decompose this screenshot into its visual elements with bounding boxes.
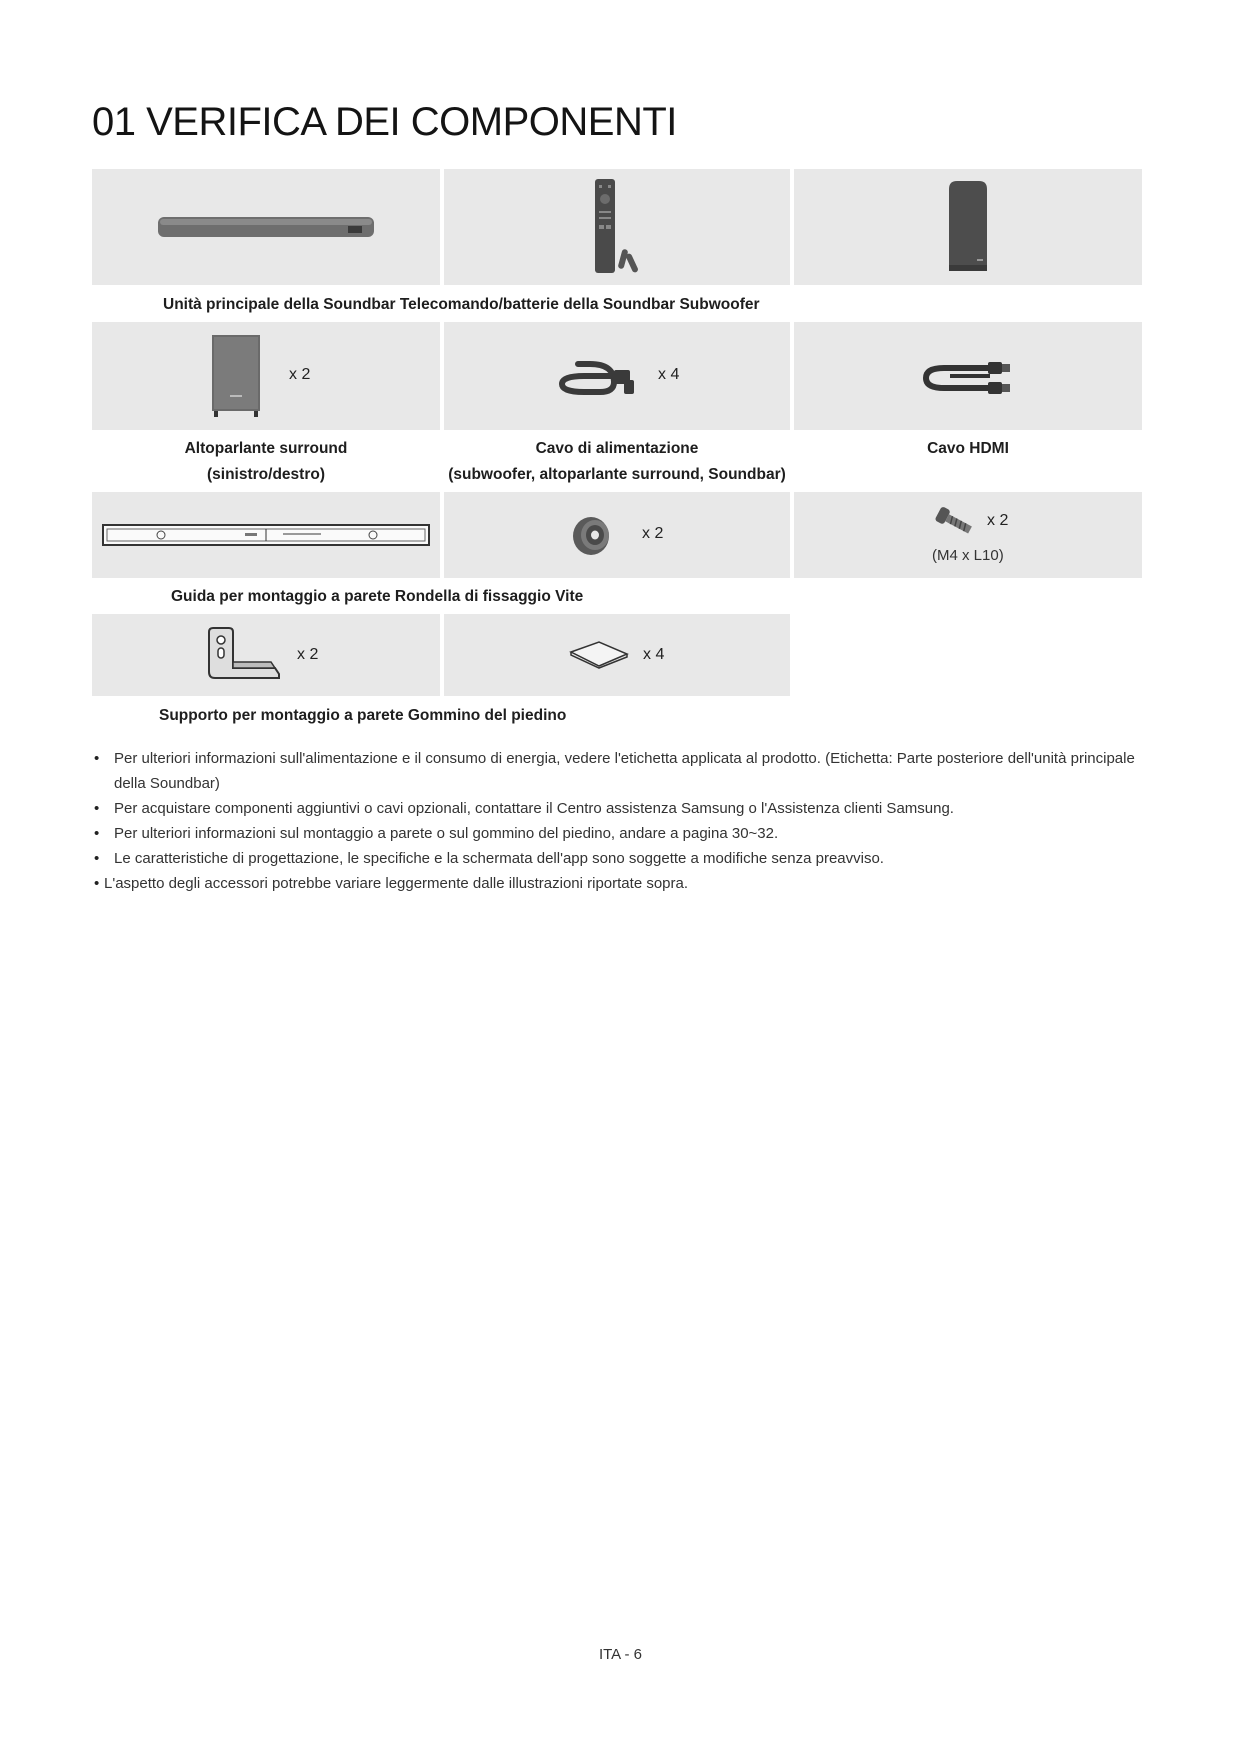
wall-bracket-image-cell [92,614,440,696]
page-number: ITA - 6 [598,1646,643,1663]
wall-bracket-icon [201,624,281,686]
power-cable-caption-line2: (subwoofer, altoparlante surround, Soundbar) [448,466,786,483]
wall-mount-guide-icon [101,522,431,548]
screw-image-cell [794,492,1142,578]
power-cable-caption [444,436,790,488]
screw-spec: (M4 x L10) [932,547,1004,564]
notes-list [92,746,1152,896]
power-cable-image-cell [444,322,790,430]
screw-icon [930,504,980,540]
row3-caption: Guida per montaggio a parete Rondella di fissaggio Vite [171,588,584,605]
screw-quantity: x 2 [987,512,1009,529]
subwoofer-image-cell [794,169,1142,285]
surround-caption-line1: Altoparlante surround [184,440,348,457]
remote-image-cell [444,169,790,285]
note-item: • Per ulteriori informazioni sull'alimentazione e il consumo di energia, vedere l'etichetta applicata al prodotto. (Etichetta: Parte posteriore dell'unità principale della Soundbar) [92,746,1152,796]
power-cable-quantity: x 4 [658,366,680,383]
note-item: • Per ulteriori informazioni sul montaggio a parete o sul gommino del piedino, andare a pagina 30~32. [92,821,1152,846]
washer-quantity: x 2 [642,525,664,542]
wall-mount-guide-image-cell [92,492,440,578]
surround-quantity: x 2 [289,366,311,383]
note-item: • L'aspetto degli accessori potrebbe variare leggermente dalle illustrazioni riportate sopra. [92,871,1152,896]
rubber-foot-icon [567,640,631,670]
surround-caption-line2: (sinistro/destro) [207,466,325,483]
row4-caption: Supporto per montaggio a parete Gommino del piedino [159,707,567,724]
washer-image-cell [444,492,790,578]
row1-caption: Unità principale della Soundbar Telecomando/batterie della Soundbar Subwoofer [163,296,760,313]
note-item: • Per acquistare componenti aggiuntivi o cavi opzionali, contattare il Centro assistenza Samsung o l'Assistenza clienti Samsung. [92,796,1152,821]
remote-control-icon [587,177,647,277]
soundbar-icon [156,212,376,242]
note-item: • Le caratteristiche di progettazione, le specifiche e la schermata dell'app sono soggette a modifiche senza preavviso. [92,846,1152,871]
subwoofer-icon [943,177,993,277]
hdmi-cable-icon [920,354,1016,398]
hdmi-cable-image-cell [794,322,1142,430]
surround-caption [92,436,440,488]
power-cable-icon [554,354,644,398]
foot-pad-quantity: x 4 [643,646,665,663]
wall-bracket-quantity: x 2 [297,646,319,663]
surround-speaker-icon [206,333,266,419]
page-title: 01 VERIFICA DEI COMPONENTI [92,100,677,144]
washer-icon [567,512,617,558]
soundbar-image-cell [92,169,440,285]
hdmi-caption: Cavo HDMI [927,440,1009,457]
power-cable-caption-line1: Cavo di alimentazione [535,440,699,457]
foot-pad-image-cell [444,614,790,696]
surround-speaker-image-cell [92,322,440,430]
